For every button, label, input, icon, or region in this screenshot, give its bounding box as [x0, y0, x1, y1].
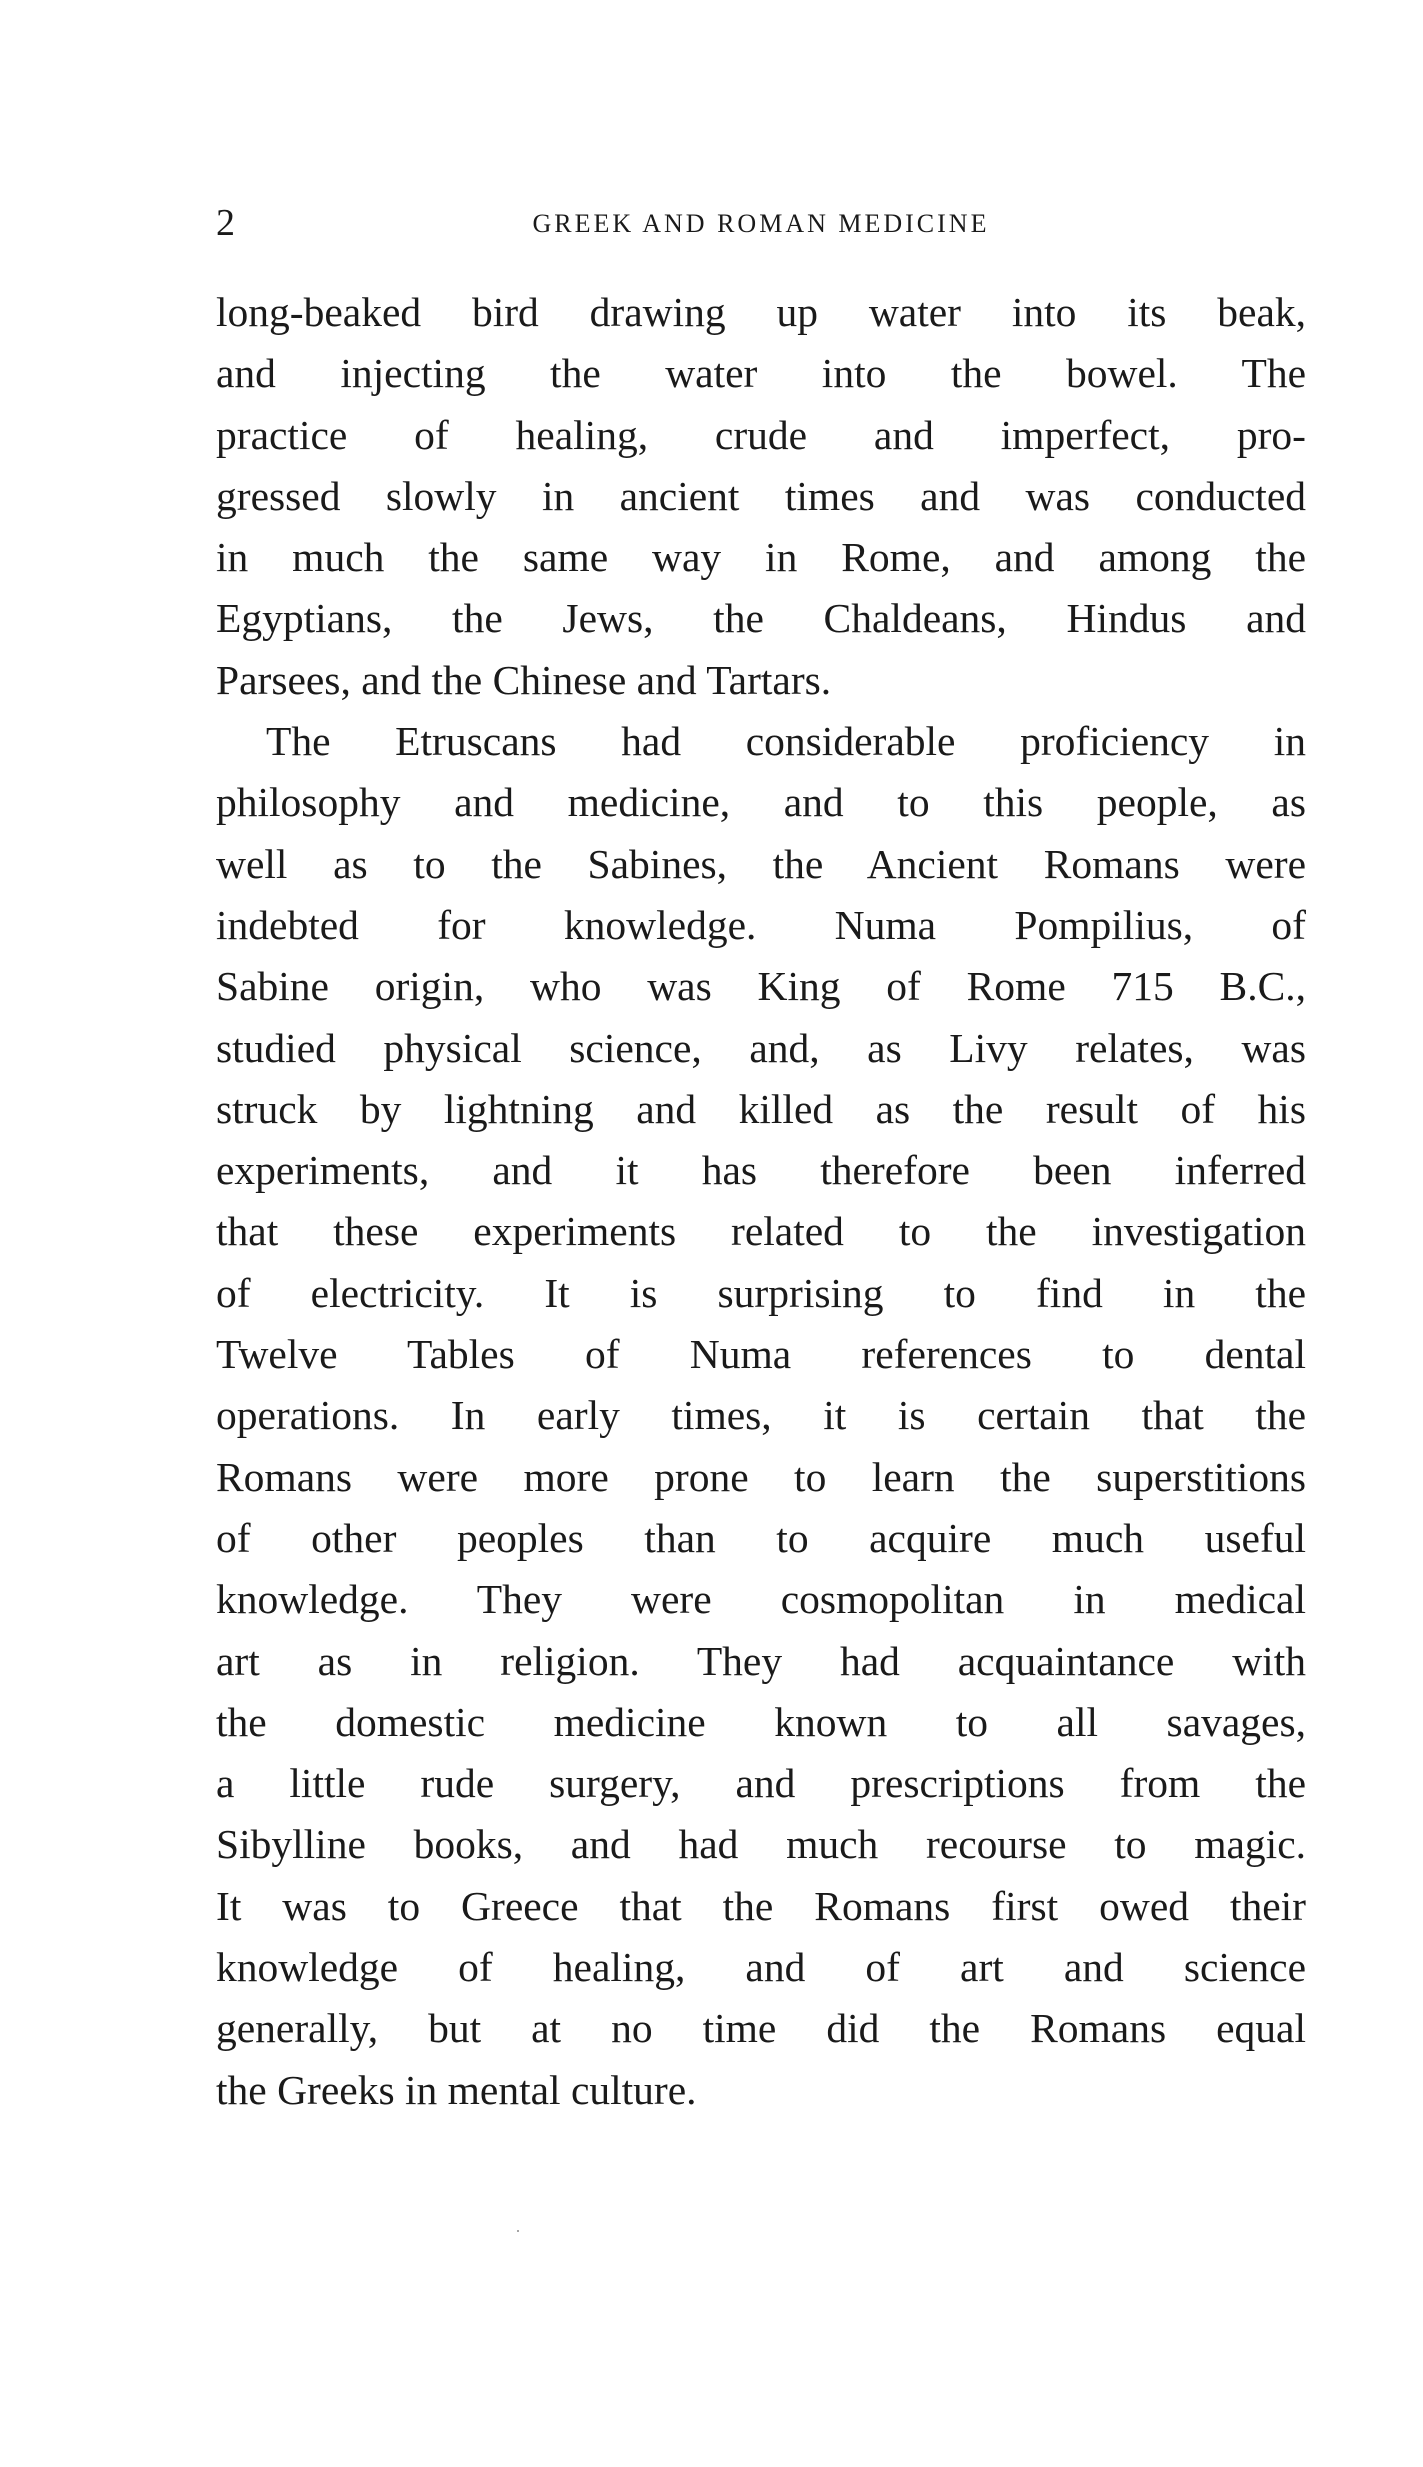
- text-line: the Greeks in mental culture.: [216, 2066, 697, 2113]
- text-line: philosophy and medicine, and to this people, as: [216, 779, 1306, 826]
- paragraph-1: [216, 282, 1306, 711]
- text-line: The Etruscans had considerable proficiency in: [266, 718, 1306, 765]
- text-line: experiments, and it has therefore been inferred: [216, 1147, 1306, 1194]
- print-speck: [517, 2230, 519, 2232]
- text-line: of electricity. It is surprising to find in the: [216, 1269, 1306, 1316]
- page-number: 2: [216, 202, 235, 244]
- text-line: indebted for knowledge. Numa Pompilius, of: [216, 901, 1306, 948]
- text-line: knowledge of healing, and of art and science: [216, 1944, 1306, 1991]
- text-line: a little rude surgery, and prescriptions from the: [216, 1760, 1306, 1807]
- text-line: in much the same way in Rome, and among the: [216, 534, 1306, 581]
- text-line: of other peoples than to acquire much useful: [216, 1514, 1306, 1561]
- text-line: studied physical science, and, as Livy relates, was: [216, 1024, 1306, 1071]
- text-line: Sabine origin, who was King of Rome 715 B.C.,: [216, 963, 1306, 1010]
- text-line: long-beaked bird drawing up water into its beak,: [216, 289, 1306, 335]
- text-line: well as to the Sabines, the Ancient Romans were: [216, 840, 1306, 887]
- text-line: Romans were more prone to learn the superstitions: [216, 1453, 1306, 1500]
- text-line: practice of healing, crude and imperfect, pro-: [216, 411, 1306, 458]
- running-head: [216, 198, 1306, 248]
- text-line: Twelve Tables of Numa references to dental: [216, 1331, 1306, 1378]
- text-line: Egyptians, the Jews, the Chaldeans, Hindus and: [216, 595, 1306, 642]
- text-line: generally, but at no time did the Romans equal: [216, 2005, 1306, 2052]
- text-line: operations. In early times, it is certain that the: [216, 1392, 1306, 1439]
- text-line: gressed slowly in ancient times and was conducted: [216, 472, 1306, 519]
- text-line: Parsees, and the Chinese and Tartars.: [216, 656, 832, 703]
- text-line: art as in religion. They had acquaintance with: [216, 1637, 1306, 1684]
- text-line: Sibylline books, and had much recourse to magic.: [216, 1821, 1306, 1868]
- body-text: [216, 282, 1306, 2121]
- text-line: and injecting the water into the bowel. The: [216, 350, 1306, 397]
- text-line: that these experiments related to the investigation: [216, 1208, 1306, 1255]
- text-line: It was to Greece that the Romans first owed their: [216, 1882, 1306, 1929]
- running-title: GREEK AND ROMAN MEDICINE: [532, 209, 990, 238]
- paragraph-2: [216, 711, 1306, 2121]
- text-line: knowledge. They were cosmopolitan in medical: [216, 1576, 1306, 1623]
- text-line: the domestic medicine known to all savages,: [216, 1698, 1306, 1745]
- text-line: struck by lightning and killed as the result of his: [216, 1085, 1306, 1132]
